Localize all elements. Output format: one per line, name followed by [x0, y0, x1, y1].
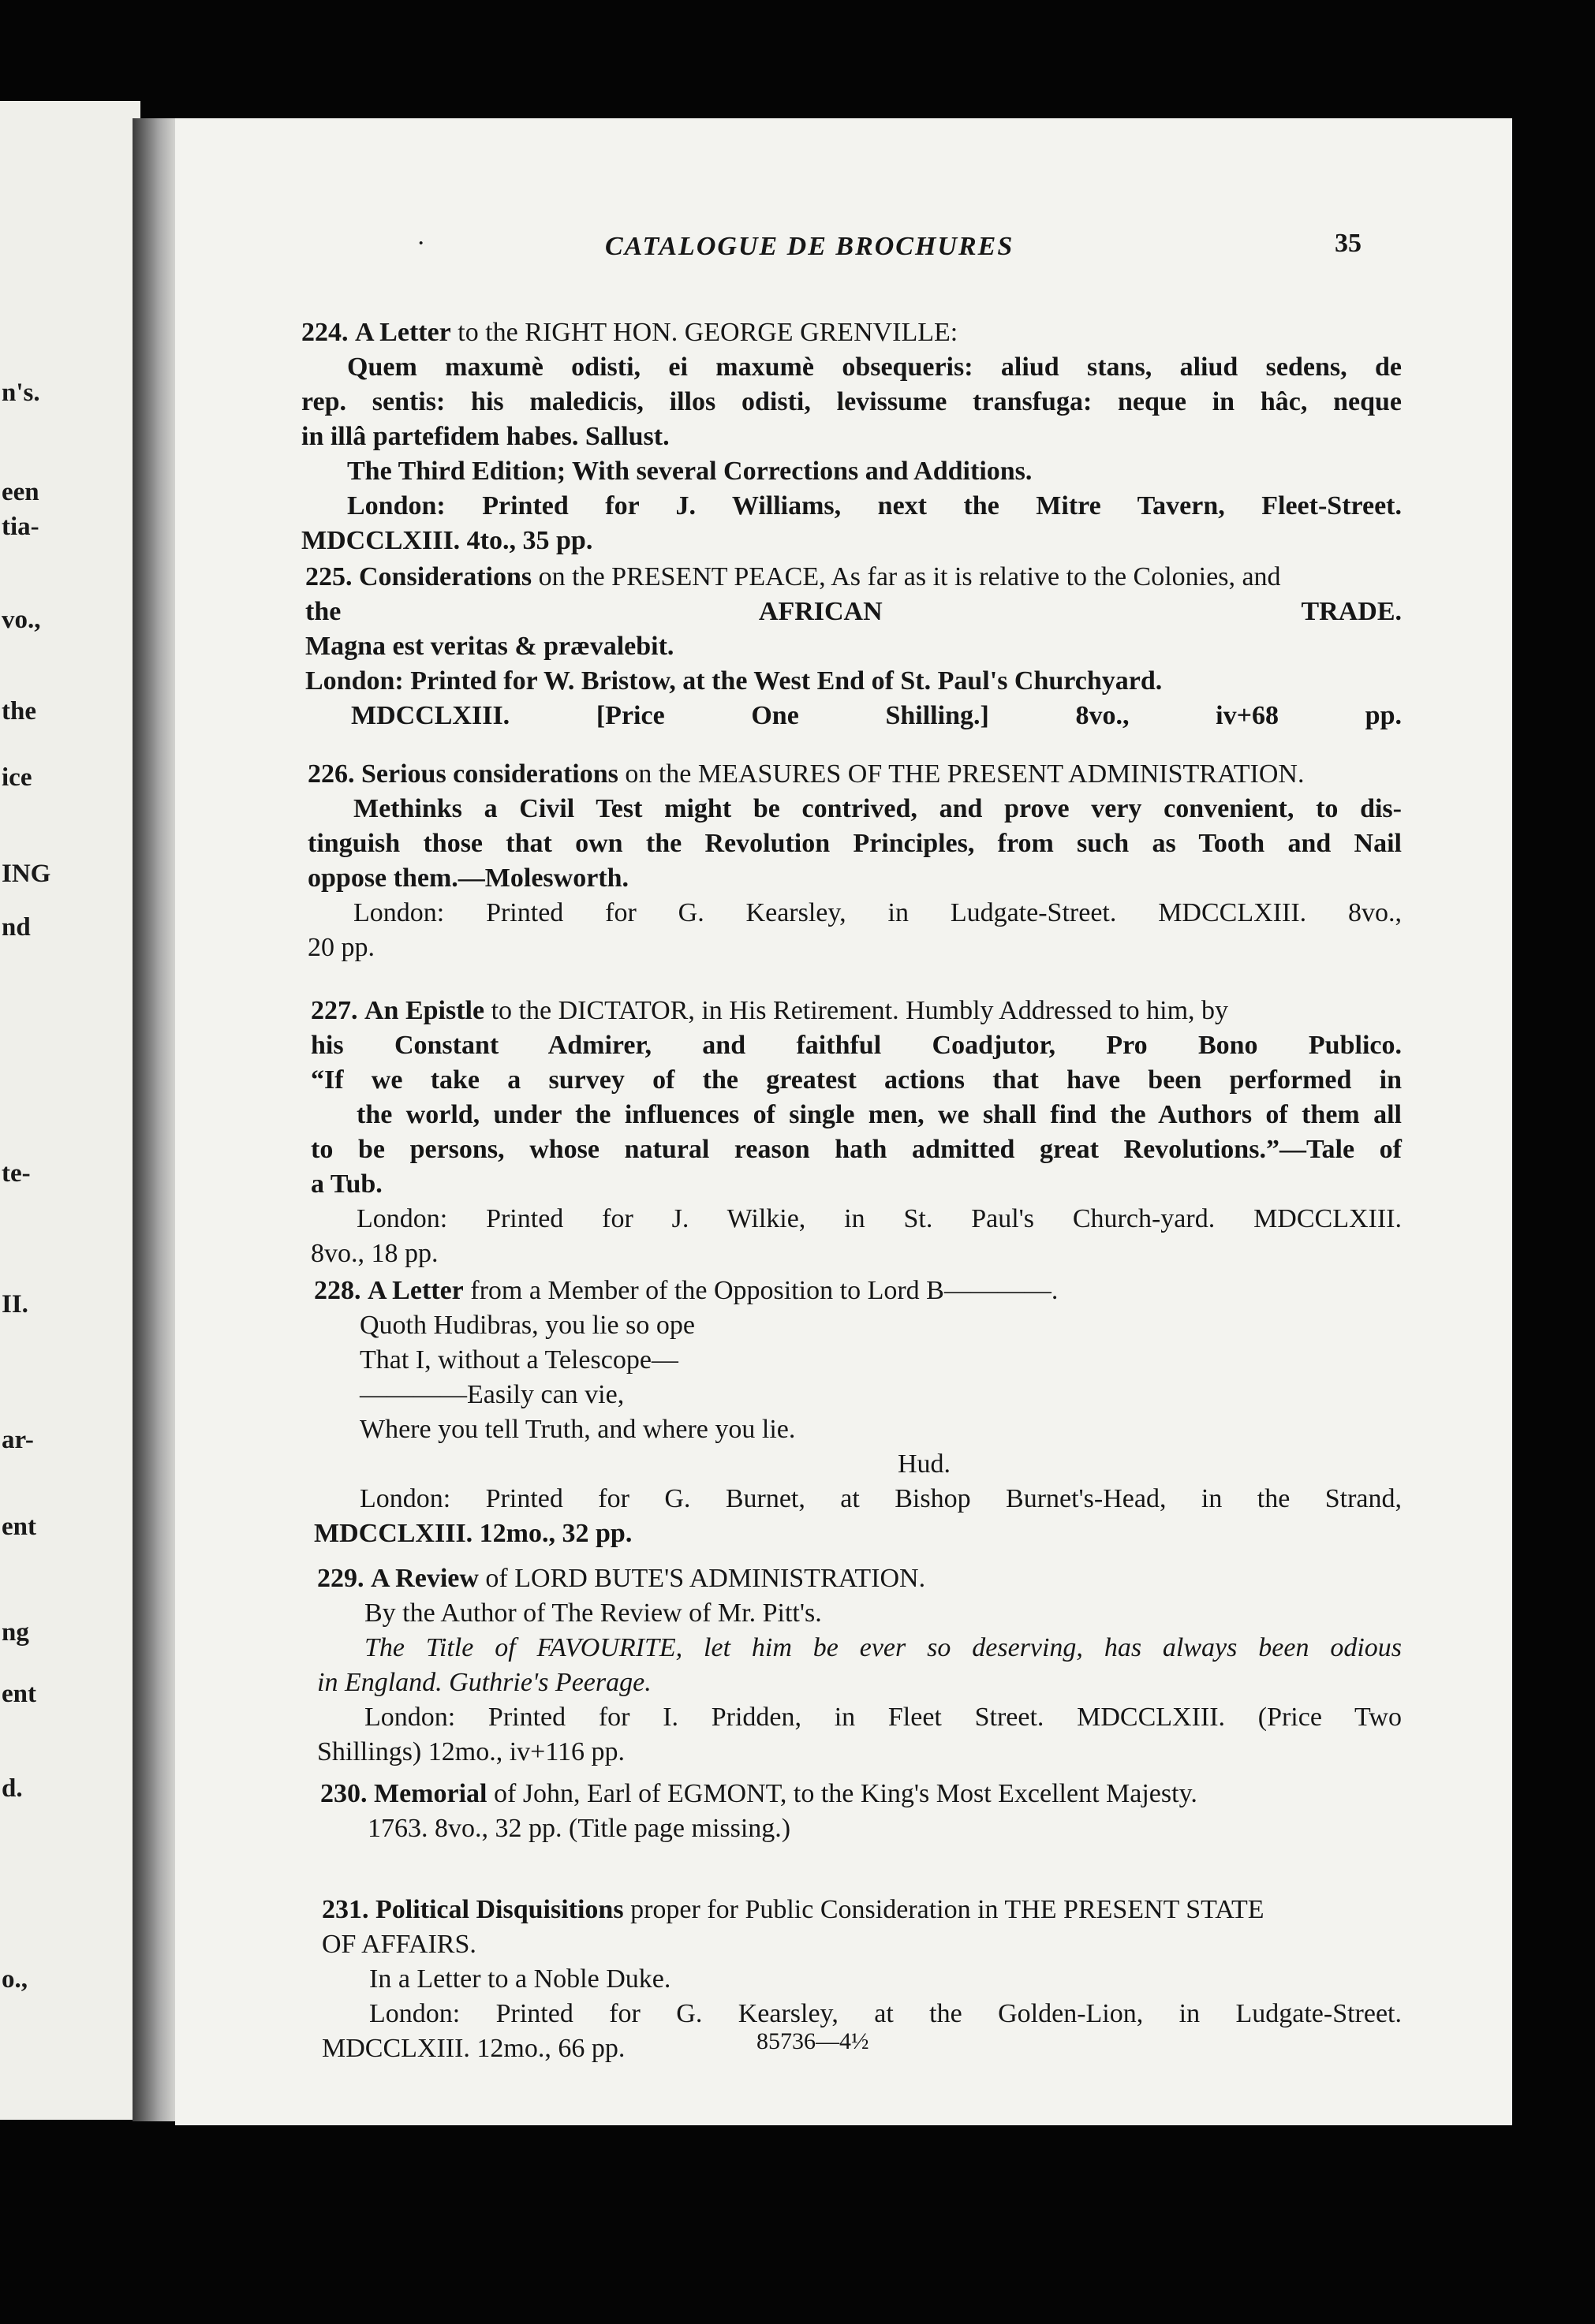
left-fragment: tia-	[2, 513, 39, 541]
entry-line-text: MDCCLXIII. [Price One Shilling.] 8vo., iv+68 pp.	[351, 701, 1402, 730]
entry-line-text: Hud.	[898, 1449, 951, 1479]
entry-line-text: tinguish those that own the Revolution Principles, from such as Tooth and Nail	[308, 829, 1402, 858]
entry-title-lead: Serious considerations	[361, 759, 618, 789]
entry-line-text: the AFRICAN TRADE.	[305, 597, 1402, 626]
entry-number: 230.	[320, 1779, 368, 1808]
entry-line-text: his Constant Admirer, and faithful Coadjutor, Pro Bono Publico.	[311, 1031, 1402, 1060]
entry-title-rest: proper for Public Consideration in THE PRESENT STATE	[630, 1895, 1264, 1924]
entry-number: 228.	[314, 1276, 361, 1305]
left-fragment: o.,	[2, 1965, 28, 1994]
entry-line-text: MDCCLXIII. 12mo., 66 pp.	[322, 2034, 626, 2063]
entry-line-text: Shillings) 12mo., iv+116 pp.	[317, 1737, 626, 1766]
left-fragment: vo.,	[2, 606, 41, 634]
entry-title-rest: to the DICTATOR, in His Retirement. Humbly Addressed to him, by	[491, 996, 1229, 1025]
entry-title-lead: A Letter	[355, 318, 451, 347]
entry-text-line	[364, 1700, 1402, 1735]
entry-text-line	[317, 1666, 652, 1700]
entry-text-line	[314, 1516, 632, 1551]
entry-line-text: London: Printed for J. Wilkie, in St. Paul's Church-yard. MDCCLXIII.	[357, 1204, 1402, 1233]
entry-title-rest: to the RIGHT HON. GEORGE GRENVILLE:	[458, 318, 958, 347]
printer-signature-mark: 85736—4½	[756, 2028, 869, 2054]
entry-text-line	[311, 1237, 439, 1271]
entry-text-line	[368, 1811, 790, 1846]
entry-line-text: 20 pp.	[308, 933, 375, 962]
entry-text-line	[360, 1343, 678, 1378]
entry-line-text: oppose them.—Molesworth.	[308, 864, 629, 893]
entry-heading-line	[317, 1561, 925, 1596]
left-fragment: the	[2, 697, 36, 726]
entry-heading-line	[308, 757, 1304, 792]
entry-title-rest: from a Member of the Opposition to Lord B————.	[470, 1276, 1059, 1305]
entry-line-text: OF AFFAIRS.	[322, 1930, 476, 1959]
entry-line-text: the world, under the influences of single men, we shall find the Authors of them all	[357, 1100, 1402, 1129]
left-fragment: ING	[2, 860, 51, 888]
left-fragment: een	[2, 478, 39, 506]
catalogue-page	[175, 118, 1512, 2125]
entry-line-text: London: Printed for G. Burnet, at Bishop Burnet's-Head, in the Strand,	[360, 1484, 1402, 1513]
entry-text-line	[305, 595, 1402, 629]
entry-text-line	[311, 1063, 1402, 1098]
entry-line-text: London: Printed for W. Bristow, at the West End of St. Paul's Churchyard.	[305, 666, 1163, 696]
entry-text-line	[353, 792, 1402, 826]
left-fragment: ent	[2, 1680, 36, 1708]
entry-number: 226.	[308, 759, 355, 789]
entry-line-text: in England. Guthrie's Peerage.	[317, 1668, 652, 1697]
entry-line-text: London: Printed for I. Pridden, in Fleet Street. MDCCLXIII. (Price Two	[364, 1703, 1402, 1732]
entry-text-line	[360, 1308, 695, 1343]
entry-text-line	[357, 1098, 1402, 1132]
entry-line-text: Magna est veritas & prævalebit.	[305, 632, 674, 661]
running-title: CATALOGUE DE BROCHURES	[605, 232, 1014, 261]
entry-line-text: to be persons, whose natural reason hath admitted great Revolutions.”—Tale of	[311, 1135, 1402, 1164]
page-header	[175, 229, 1512, 276]
entry-line-text: MDCCLXIII. 4to., 35 pp.	[301, 526, 593, 555]
entry-heading-line	[314, 1274, 1058, 1308]
left-fragment: ent	[2, 1513, 36, 1541]
entry-text-line	[322, 1927, 476, 1962]
entry-text-line	[308, 826, 1402, 861]
entry-text-line	[308, 931, 375, 965]
entry-title-rest: on the PRESENT PEACE, As far as it is relative to the Colonies, and	[538, 562, 1281, 591]
entry-number: 225.	[305, 562, 353, 591]
entry-text-line	[301, 524, 592, 558]
entry-line-text: London: Printed for G. Kearsley, at the Golden-Lion, in Ludgate-Street.	[369, 1999, 1402, 2028]
entry-title-lead: Considerations	[359, 562, 532, 591]
entry-text-line	[311, 1028, 1402, 1063]
entry-text-line	[351, 699, 1402, 733]
entry-line-text: The Title of FAVOURITE, let him be ever so deserving, has always been odious	[364, 1633, 1402, 1662]
entry-line-text: In a Letter to a Noble Duke.	[369, 1964, 671, 1994]
entry-line-text: a Tub.	[311, 1169, 383, 1199]
entry-text-line	[347, 454, 1032, 489]
entry-text-line	[305, 629, 674, 664]
entry-title-lead: Memorial	[374, 1779, 487, 1808]
entry-text-line	[360, 1482, 1402, 1516]
entry-line-text: By the Author of The Review of Mr. Pitt's.	[364, 1598, 822, 1628]
entry-number: 227.	[311, 996, 358, 1025]
entry-line-text: 8vo., 18 pp.	[311, 1239, 439, 1268]
entry-line-text: “If we take a survey of the greatest actions that have been performed in	[311, 1065, 1402, 1095]
entry-heading-line	[320, 1777, 1197, 1811]
entry-line-text: MDCCLXIII. 12mo., 32 pp.	[314, 1519, 633, 1548]
entry-text-line	[347, 489, 1402, 524]
entry-text-line	[369, 1962, 670, 1997]
left-fragment: nd	[2, 913, 31, 942]
previous-page-edge	[0, 101, 140, 2120]
entry-text-line	[369, 1997, 1402, 2031]
entry-heading-line	[311, 994, 1228, 1028]
left-fragment: ng	[2, 1618, 29, 1647]
entry-text-line	[364, 1631, 1402, 1666]
left-fragment: ar-	[2, 1426, 34, 1454]
entry-text-line	[311, 1167, 383, 1202]
entry-heading-line	[305, 560, 1281, 595]
entry-line-text: London: Printed for J. Williams, next the Mitre Tavern, Fleet-Street.	[347, 491, 1402, 520]
entry-line-text: Where you tell Truth, and where you lie.	[360, 1415, 796, 1444]
entry-text-line	[308, 861, 629, 896]
entry-text-line	[317, 1735, 625, 1770]
entry-text-line	[360, 1412, 795, 1447]
entry-title-lead: Political Disquisitions	[375, 1895, 624, 1924]
entry-text-line	[347, 350, 1402, 385]
left-fragment: ice	[2, 763, 32, 792]
entry-line-text: rep. sentis: his maledicis, illos odisti, levissume transfuga: neque in hâc, neque	[301, 387, 1402, 416]
entry-number: 231.	[322, 1895, 369, 1924]
entry-title-lead: An Epistle	[364, 996, 485, 1025]
book-gutter-shadow	[133, 118, 181, 2121]
left-fragment: II.	[2, 1290, 28, 1319]
entry-title-rest: of LORD BUTE'S ADMINISTRATION.	[485, 1564, 926, 1593]
entry-text-line	[301, 420, 670, 454]
entry-heading-line	[322, 1893, 1264, 1927]
entry-line-text: Quem maxumè odisti, ei maxumè obsequeris: aliud stans, aliud sedens, de	[347, 353, 1402, 382]
entry-text-line	[311, 1132, 1402, 1167]
entry-line-text: That I, without a Telescope—	[360, 1345, 678, 1375]
entry-text-line	[322, 2031, 625, 2066]
entry-number: 229.	[317, 1564, 364, 1593]
entry-title-rest: on the MEASURES OF THE PRESENT ADMINISTRATION.	[625, 759, 1305, 789]
entry-line-text: Methinks a Civil Test might be contrived, and prove very convenient, to dis-	[353, 794, 1402, 823]
page-number: 35	[1335, 229, 1362, 258]
entry-text-line	[360, 1378, 624, 1412]
entry-line-text: 1763. 8vo., 32 pp. (Title page missing.)	[368, 1814, 791, 1843]
entry-title-rest: of John, Earl of EGMONT, to the King's Most Excellent Majesty.	[494, 1779, 1197, 1808]
left-fragment: d.	[2, 1774, 23, 1803]
entry-heading-line	[301, 315, 958, 350]
header-dot: ·	[416, 229, 426, 258]
entry-line-text: in illâ partefidem habes. Sallust.	[301, 422, 670, 451]
entry-line-text: Quoth Hudibras, you lie so ope	[360, 1311, 695, 1340]
entry-text-line	[301, 385, 1402, 420]
entry-line-text: The Third Edition; With several Corrections and Additions.	[347, 457, 1033, 486]
left-fragment: te-	[2, 1159, 31, 1188]
left-fragment: n's.	[2, 379, 40, 407]
entry-line-text: ————Easily can vie,	[360, 1380, 625, 1409]
entry-text-line	[305, 664, 1162, 699]
entry-text-line	[353, 896, 1402, 931]
entry-number: 224.	[301, 318, 349, 347]
entry-title-lead: A Review	[371, 1564, 479, 1593]
entry-text-line	[357, 1202, 1402, 1237]
entry-text-line	[898, 1447, 951, 1482]
entry-text-line	[364, 1596, 822, 1631]
entry-line-text: London: Printed for G. Kearsley, in Ludgate-Street. MDCCLXIII. 8vo.,	[353, 898, 1402, 927]
entry-title-lead: A Letter	[368, 1276, 464, 1305]
